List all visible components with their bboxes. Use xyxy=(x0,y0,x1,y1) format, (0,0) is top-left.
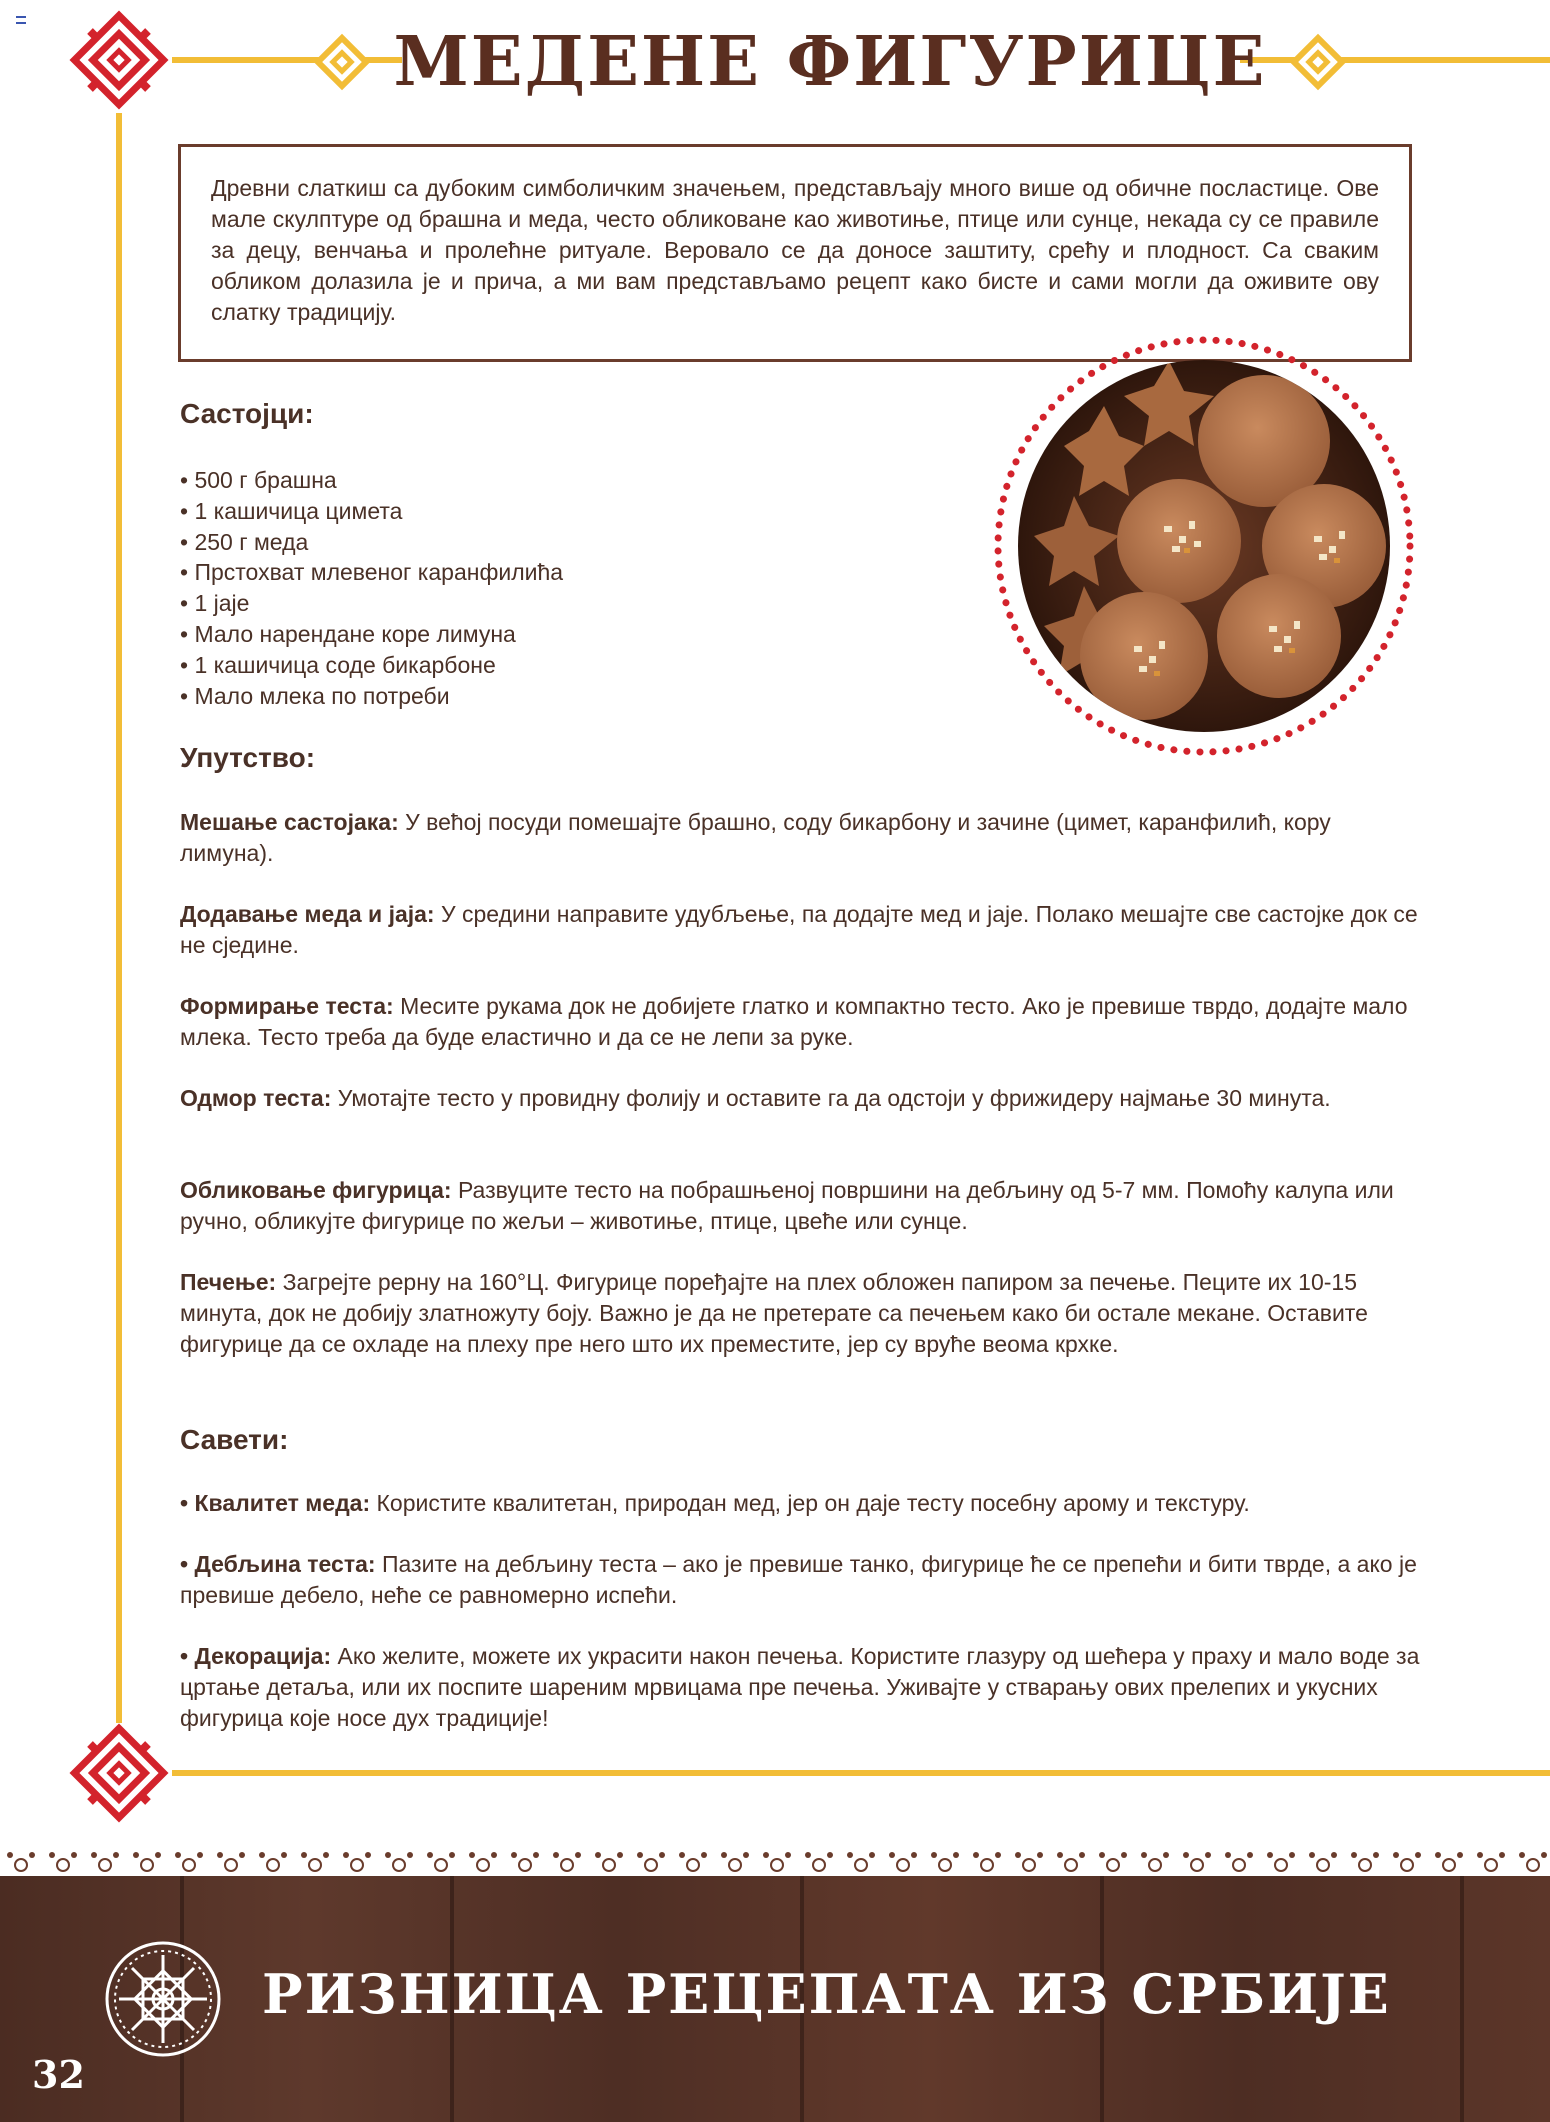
list-item: • Прстохват млевеног каранфилића xyxy=(180,557,563,588)
tip-text: Ако желите, можете их украсити након печења. Користите глазуру од шећера у праху и мало воде за цртање детаља, или их поспите шареним мрвицама пре печења. Уживајте у стварању ових прелепих и укусних фигурица које носе дух традиције! xyxy=(180,1643,1420,1731)
tip-label: • Дебљина теста: xyxy=(180,1551,376,1577)
instruction-step xyxy=(180,1267,1420,1360)
step-label: Печење: xyxy=(180,1269,277,1295)
instruction-step xyxy=(180,1083,1420,1114)
step-text: Месите рукама док не добијете глатко и компактно тесто. Ако је превише тврдо, додајте мало млека. Тесто треба да буде еластично и да се не лепи за руке. xyxy=(180,993,1408,1050)
lace-border xyxy=(0,1845,1550,1887)
list-item: • 1 кашичица соде бикарбоне xyxy=(180,650,563,681)
title-row xyxy=(393,12,1267,112)
tip-label: • Квалитет меда: xyxy=(180,1490,371,1516)
step-text: У већој посуди помешајте брашно, соду бикарбону и зачине (цимет, каранфилић, кору лимуна). xyxy=(180,809,1331,866)
tip-item xyxy=(180,1488,1420,1519)
page-title: МЕДЕНЕ ФИГУРИЦЕ xyxy=(393,22,1267,102)
step-label: Мешање састојака: xyxy=(180,809,399,835)
instruction-step xyxy=(180,991,1420,1053)
tip-text: Пазите на дебљину теста – ако је превише танко, фигурице ће се препећи и бити тврде, а ако је превише дебело, неће се равномерно испећи. xyxy=(180,1551,1417,1608)
list-item: • 500 г брашна xyxy=(180,465,563,496)
ingredients-heading: Састојци: xyxy=(180,398,314,429)
gold-ornament-icon xyxy=(1286,30,1350,94)
frame-line-left xyxy=(116,113,122,1723)
step-text: Загрејте рерну на 160°Ц. Фигурице поређајте на плех обложен папиром за печење. Пеците их 10-15 минута, док не добију златножуту боју. Важно је да не претерате са печењем како би остале мекане. Оставите фигурице да се охладе на плеху пре него што их преместите, јер су вруће веома крхке. xyxy=(180,1269,1368,1357)
step-label: Одмор теста: xyxy=(180,1085,332,1111)
footer-title: РИЗНИЦА РЕЦЕПАТА ИЗ СРБИЈЕ xyxy=(262,1962,1391,2026)
cookies-photo xyxy=(994,336,1414,756)
folk-ornament-icon xyxy=(64,5,174,115)
tip-item xyxy=(180,1549,1420,1611)
step-label: Формирање теста: xyxy=(180,993,394,1019)
step-text: Развуците тесто на побрашњеној површини на дебљину од 5-7 мм. Помоћу калупа или ручно, обликујте фигурице по жељи – животиње, птице, цвеће или сунце. xyxy=(180,1177,1394,1234)
instruction-step xyxy=(180,899,1420,961)
instruction-step xyxy=(180,1175,1420,1237)
frame-line-bottom xyxy=(172,1770,1550,1776)
intro-box xyxy=(178,144,1412,362)
page-number: 32 xyxy=(32,2052,85,2097)
ingredients-list xyxy=(180,465,563,711)
instruction-step xyxy=(180,807,1420,869)
step-label: Додавање меда и јаја: xyxy=(180,901,435,927)
list-item: • Мало млека по потреби xyxy=(180,681,563,712)
tip-label: • Декорација: xyxy=(180,1643,332,1669)
tip-item xyxy=(180,1641,1420,1734)
list-item: • 1 јаје xyxy=(180,588,563,619)
intro-text: Древни слаткиш са дубоким симболичким значењем, представљају много више од обичне посластице. Ове мале скулптуре од брашна и меда, често обликоване као животиње, птице или сунце, некада су се правиле за децу, венчања и пролећне ритуале. Веровало се да доносе заштиту, срећу и плодност. Са сваким обликом долазила је и прича, а ми вам представљамо рецепт како бисте и сами могли да оживите ову слатку традицију. xyxy=(211,175,1379,325)
step-label: Обликовање фигурица: xyxy=(180,1177,452,1203)
list-item: • Мало нарендане коре лимуна xyxy=(180,619,563,650)
corner-marker xyxy=(16,16,26,24)
list-item: • 250 г меда xyxy=(180,527,563,558)
rosette-icon xyxy=(104,1940,222,2058)
step-text: У средини направите удубљење, па додајте мед и јаје. Полако мешајте све састојке док се не сједине. xyxy=(180,901,1418,958)
instructions-heading: Упутство: xyxy=(180,742,316,773)
step-text: Умотајте тесто у провидну фолију и оставите га да одстоји у фрижидеру најмање 30 минута. xyxy=(331,1085,1331,1111)
tip-text: Користите квалитетан, природан мед, јер он даје тесту посебну арому и текстуру. xyxy=(370,1490,1250,1516)
wood-seam xyxy=(1460,1876,1464,2122)
list-item: • 1 кашичица цимета xyxy=(180,496,563,527)
tips-heading: Савети: xyxy=(180,1424,289,1455)
gold-ornament-icon xyxy=(310,30,374,94)
folk-ornament-icon xyxy=(64,1718,174,1828)
